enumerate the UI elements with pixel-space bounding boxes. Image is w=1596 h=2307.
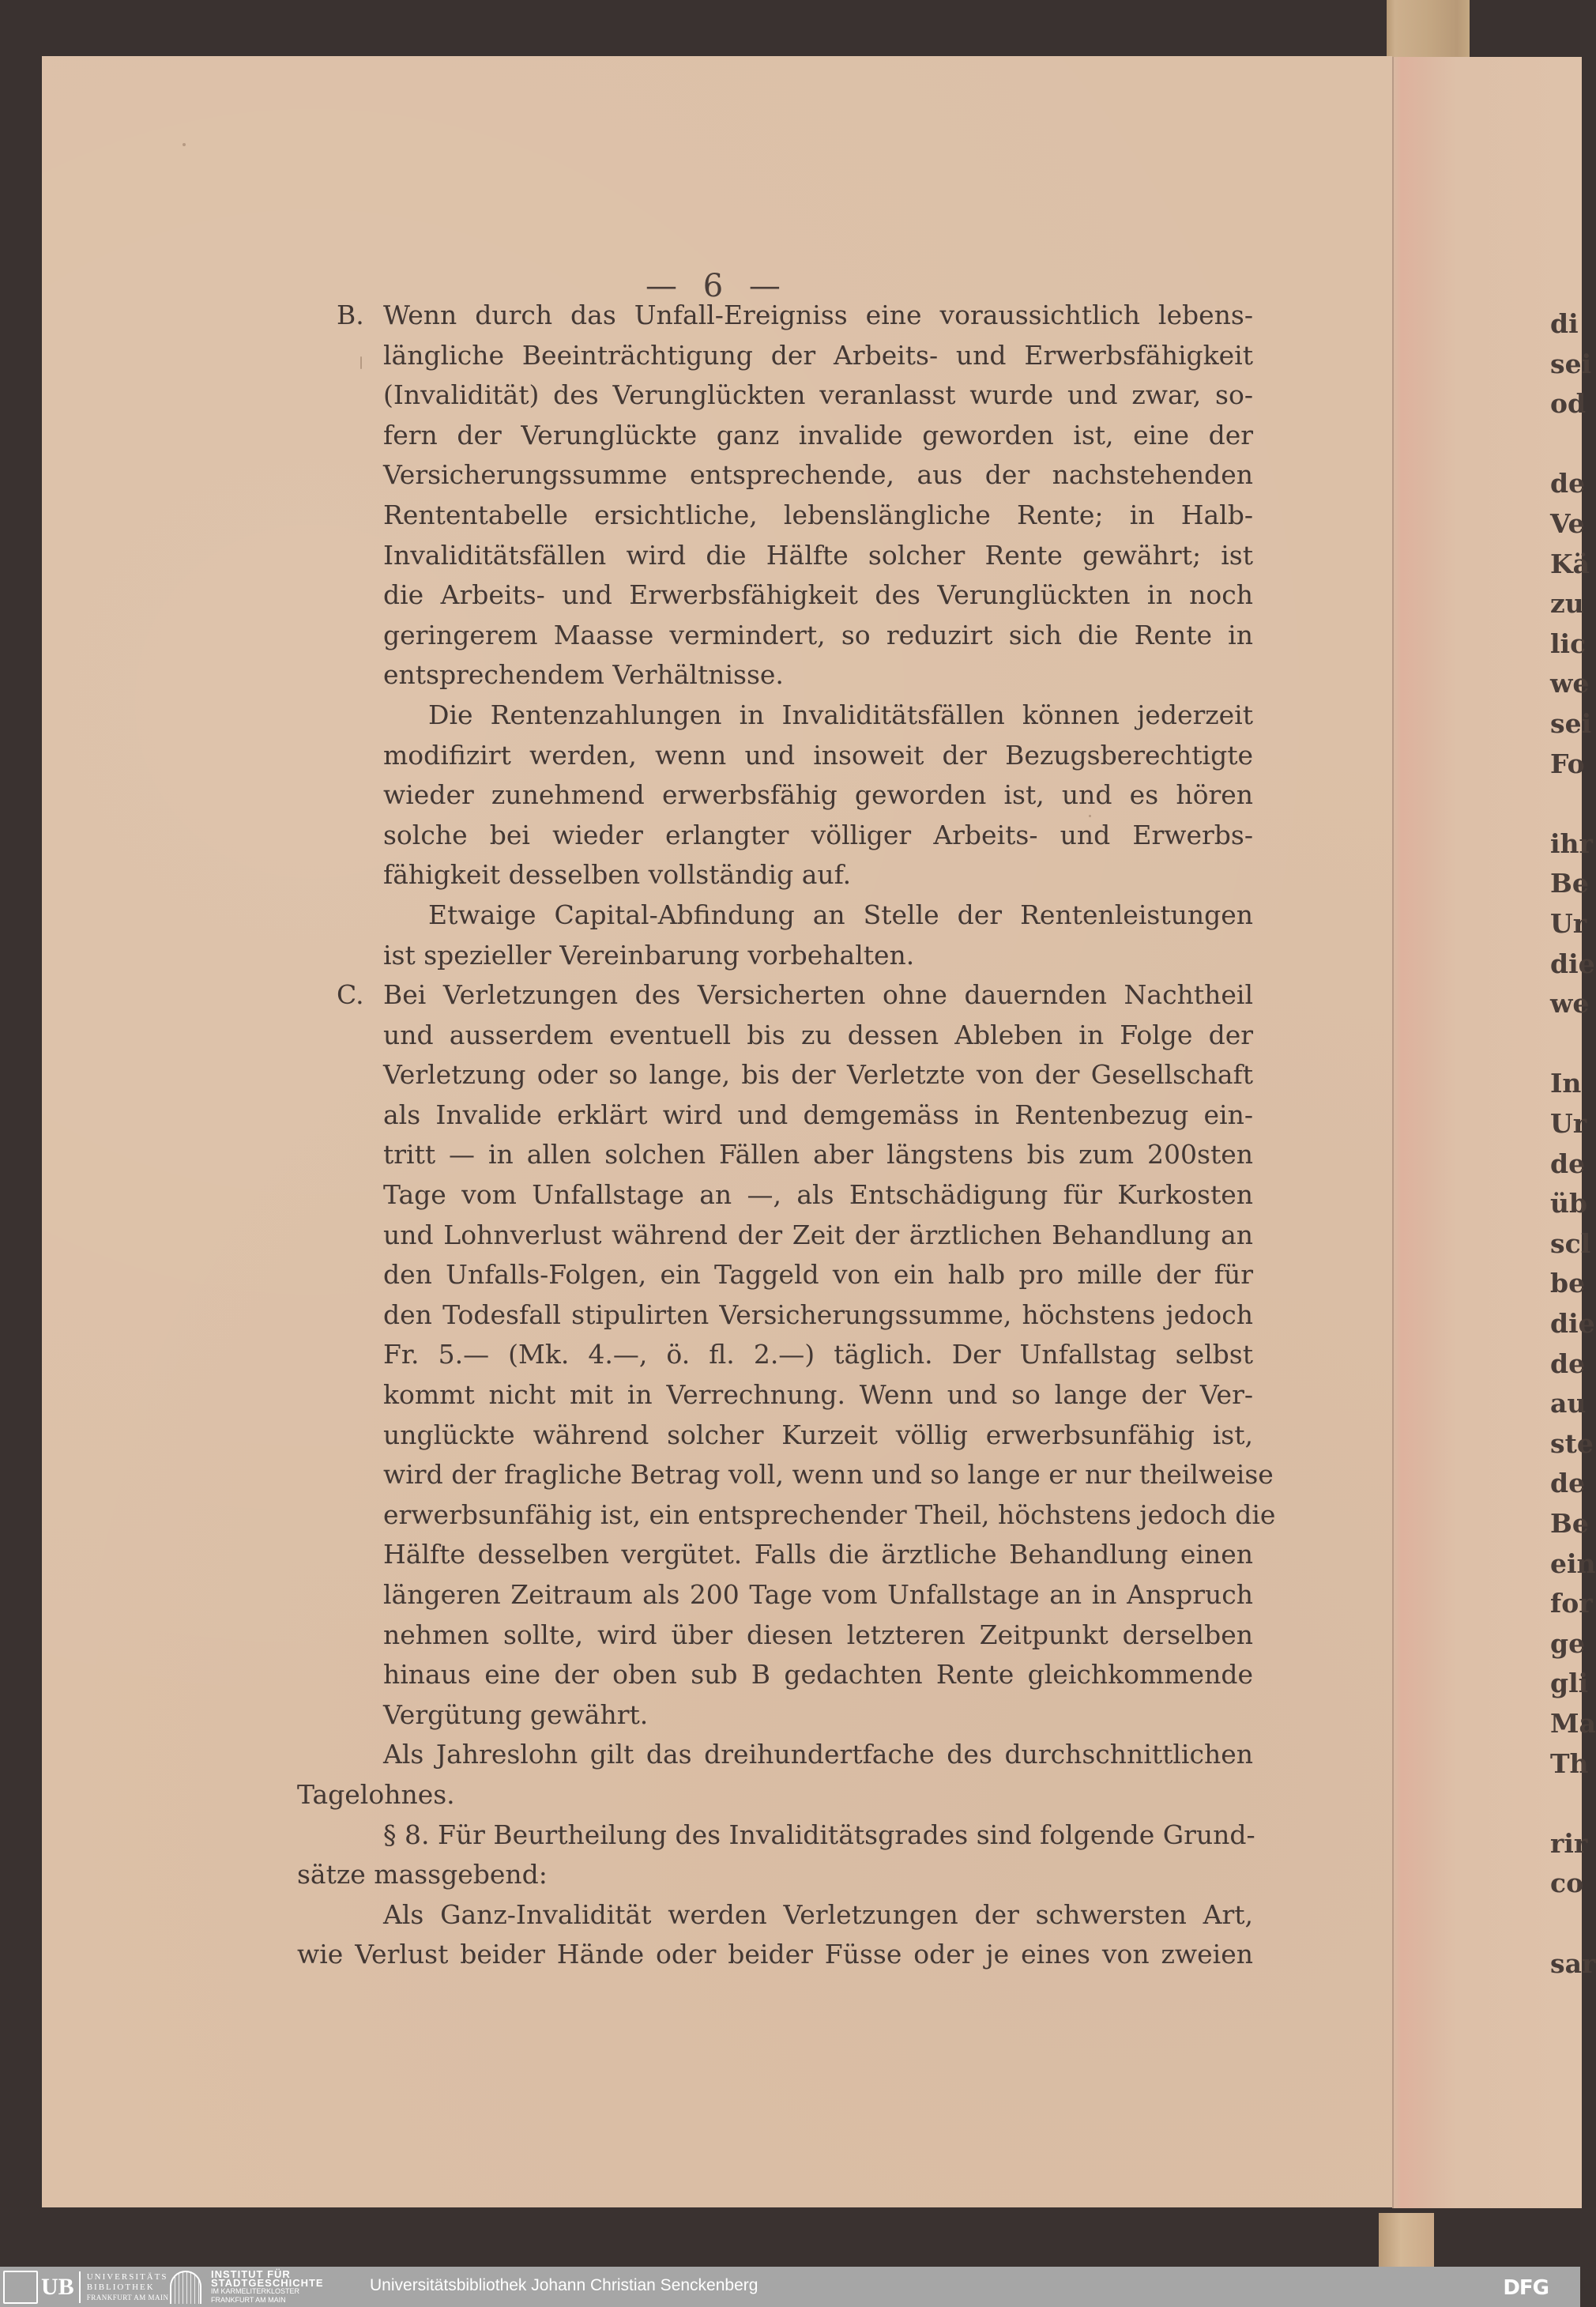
binding-spine-top [1387,0,1470,57]
right-page-fragment: de [1550,1468,1586,1499]
right-page-fragment: zu [1550,588,1584,620]
right-page-fragment: In [1550,1068,1582,1099]
right-page-fragment: Be [1550,868,1589,899]
footer-bar [0,2267,1580,2307]
right-page-fragment: üb [1550,1188,1588,1219]
right-page-fragment: ge [1550,1627,1586,1659]
text-line: den Unfalls-Folgen, ein Taggeld von ein halb pro mille der für [383,1259,1253,1291]
text-line: längeren Zeitraum als 200 Tage vom Unfallstage an in Anspruch [383,1579,1253,1610]
right-page-fragment: Ur [1550,908,1587,939]
text-line: Die Rentenzahlungen in Invaliditätsfällen können jederzeit [428,699,1253,730]
right-page-fragment: Ve [1550,508,1585,539]
text-line: Invaliditätsfällen wird die Hälfte solcher Rente gewährt; ist [383,539,1253,571]
text-line: Tagelohnes. [297,1778,455,1810]
ub-logo-text [87,2272,169,2303]
text-line: geringerem Maasse vermindert, so reduzirt sich die Rente in [383,619,1253,650]
right-page-fragment: sar [1550,1947,1596,1979]
right-page-fragment: ste [1550,1427,1594,1459]
text-line: hinaus eine der oben sub B gedachten Rente gleichkommende [383,1659,1253,1691]
right-page-fragment: rir [1550,1827,1588,1859]
goethe-portrait-icon [3,2271,38,2304]
right-page-fragment: gli [1550,1668,1589,1699]
paper-spot [183,143,186,146]
right-page-fragment: Th [1550,1747,1589,1779]
text-line: nehmen sollte, wird über diesen letzteren Zeitpunkt derselben [383,1619,1253,1650]
right-page-fragment: de [1550,1148,1586,1179]
text-line: kommt nicht mit in Verrechnung. Wenn und so lange der Ver- [383,1379,1253,1411]
text-line: solche bei wieder erlangter völliger Arbeits- und Erwerbs- [383,819,1253,850]
right-page-fragment: die [1550,948,1595,979]
text-line: Rententabelle ersichtliche, lebenslängliche Rente; in Halb- [383,499,1253,530]
text-line: und Lohnverlust während der Zeit der ärztlichen Behandlung an [383,1219,1253,1250]
right-page-fragment: de [1550,468,1586,499]
text-line: Wenn durch das Unfall-Ereigniss eine voraussichtlich lebens- B. [297,296,1253,336]
binding-spine-bottom [1379,2213,1434,2267]
text-line: die Arbeits- und Erwerbsfähigkeit des Verunglückten in noch [383,579,1253,611]
right-page-fragment: be [1550,1268,1586,1299]
isg-line-4: FRANKFURT AM MAIN [211,2296,286,2304]
right-page-fragment: for [1550,1588,1593,1619]
right-page-fragment: Be [1550,1508,1589,1539]
right-page-fragment: Ur [1550,1108,1587,1139]
text-line: sätze massgebend: [297,1859,548,1890]
right-page-fragment: au [1550,1388,1587,1419]
text-line: modifizirt werden, wenn und insoweit der Bezugsberechtigte [383,739,1253,771]
right-page-fragment: sei [1550,348,1592,379]
text-line: Vergütung gewährt. [383,1698,649,1730]
right-page-fragment: scl [1550,1227,1591,1259]
text-line: Versicherungssumme entsprechende, aus der nachstehenden [383,459,1253,491]
text-line: § 8. Für Beurtheilung des Invaliditätsgrades sind folgende Grund- [383,1819,1255,1850]
text-line: Tage vom Unfallstage an —, als Entschädigung für Kurkosten [383,1179,1253,1211]
ub-logo[interactable] [3,2270,169,2305]
list-marker: C. [337,979,364,1011]
arch-icon [170,2271,201,2304]
text-line: Etwaige Capital-Abfindung an Stelle der Rentenleistungen [428,899,1253,930]
text-line: entsprechendem Verhältnisse. [383,659,784,691]
right-page-fragment: di [1550,308,1579,339]
text-line: fähigkeit desselben vollständig auf. [383,859,852,891]
text-line: (Invalidität) des Verunglückten veranlasst wurde und zwar, so- [383,379,1253,411]
right-page-fragment: de [1550,1348,1586,1379]
right-page-fragment: od [1550,388,1587,420]
text-line: tritt — in allen solchen Fällen aber längstens bis zum 200sten [383,1139,1253,1170]
list-marker: B. [337,300,364,330]
right-page-fragment: we [1550,668,1590,699]
ub-line-1: UNIVERSITÄTS [86,2271,168,2282]
text-line: ist spezieller Vereinbarung vorbehalten. [383,939,915,971]
right-page-fragment: lic [1550,628,1587,659]
right-page-fragment: Ma [1550,1708,1596,1739]
page-number: — 6 — [646,268,789,304]
ub-line-2: BIBLIOTHEK [86,2282,155,2292]
right-page [1392,57,1596,2208]
right-page-fragment: ein [1550,1547,1596,1579]
text-line: als Invalide erklärt wird und demgemäss in Rentenbezug ein- [383,1099,1253,1130]
right-page-fragment: Kä [1550,548,1590,579]
isg-line-2: STADTGESCHICHTE [211,2277,324,2289]
right-page-fragment: we [1550,988,1590,1020]
text-line: Fr. 5.— (Mk. 4.—, ö. fl. 2.—) täglich. Der Unfallstag selbst [383,1339,1253,1370]
right-page-fragment: Fo [1550,748,1585,779]
isg-logo-text [211,2270,324,2305]
ub-line-3: FRANKFURT AM MAIN [86,2293,169,2301]
text-line: den Todesfall stipulirten Versicherungssumme, höchstens jedoch [383,1299,1253,1330]
text-line: Verletzung oder so lange, bis der Verletzte von der Gesellschaft [383,1059,1253,1091]
text-line: erwerbsunfähig ist, ein entsprechender Theil, höchstens jedoch die [383,1498,1276,1530]
right-page-fragment: co [1550,1868,1584,1899]
text-line: unglückte während solcher Kurzeit völlig erwerbsunfähig ist, [383,1419,1253,1450]
ub-mark: UB [41,2271,81,2303]
isg-logo[interactable] [170,2270,324,2305]
isg-line-3: IM KARMELITERKLOSTER [211,2287,300,2295]
text-line: Als Ganz-Invalidität werden Verletzungen der schwersten Art, [383,1898,1253,1930]
text-line: wird der fragliche Betrag voll, wenn und so lange er nur theilweise [383,1459,1274,1491]
text-line: Bei Verletzungen des Versicherten ohne dauernden Nachtheil C. [297,975,1253,1016]
text-line: wie Verlust beider Hände oder beider Füsse oder je eines von zweien [297,1939,1253,1970]
text-line: und ausserdem eventuell bis zu dessen Ableben in Folge der [383,1019,1253,1050]
text-line: Als Jahreslohn gilt das dreihundertfache des durchschnittlichen [383,1739,1253,1770]
body-text [297,296,1276,1975]
footer-title: Universitätsbibliothek Johann Christian Senckenberg [370,2276,758,2294]
isg-line-1: INSTITUT FÜR [211,2268,291,2280]
text-line: längliche Beeinträchtigung der Arbeits- und Erwerbsfähigkeit [383,339,1253,371]
dfg-logo[interactable]: DFG [1503,2276,1549,2300]
text-line: Hälfte desselben vergütet. Falls die ärztliche Behandlung einen [383,1539,1253,1570]
text-line: wieder zunehmend erwerbsfähig geworden ist, und es hören [383,779,1253,811]
right-page-fragment: sei [1550,708,1592,739]
right-page-fragment: die [1550,1308,1595,1339]
right-page-fragment: ihr [1550,827,1593,859]
text-line: fern der Verunglückte ganz invalide geworden ist, eine der [383,419,1253,450]
